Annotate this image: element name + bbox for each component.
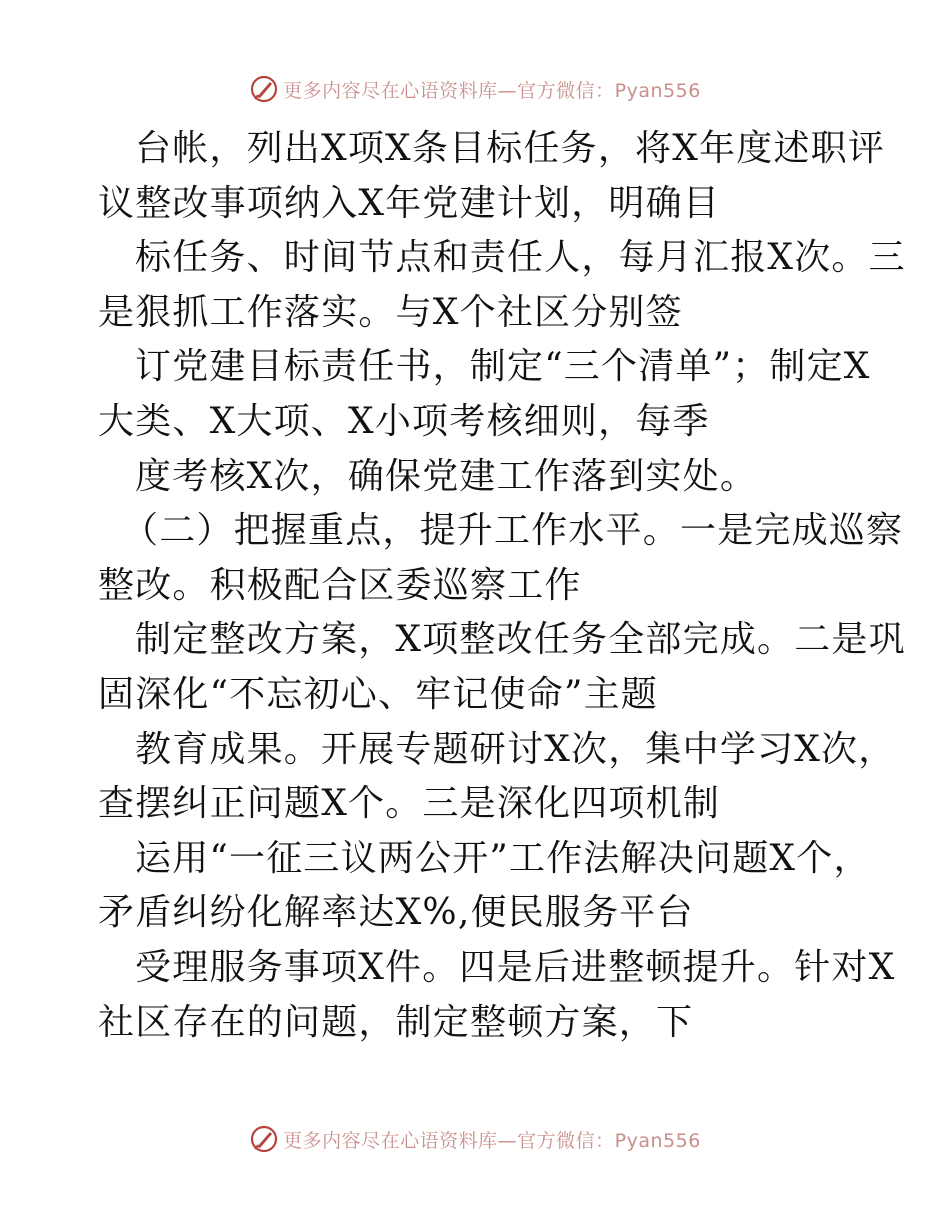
- quill-pen-logo-icon: [249, 74, 279, 104]
- section-heading-line: （二）把握重点，提升工作水平。一是完成巡察: [122, 510, 904, 552]
- text-line: 制定整改方案，X项整改任务全部完成。二是巩: [135, 619, 906, 661]
- quill-pen-logo-icon: [249, 1124, 279, 1154]
- text-line: 是狠抓工作落实。与X个社区分别签: [98, 291, 683, 333]
- text-line: 台帐，列出X项X条目标任务，将X年度述职评: [135, 128, 886, 169]
- footer-watermark: [0, 1122, 950, 1156]
- text-line: 议整改事项纳入X年党建计划，明确目: [98, 182, 721, 224]
- text-line: 固深化“不忘初心、牢记使命”主题: [98, 673, 659, 715]
- text-line: 受理服务事项X件。四是后进整顿提升。针对X: [135, 946, 896, 988]
- header-watermark: [0, 72, 950, 106]
- text-line: 社区存在的问题，制定整顿方案，下: [98, 1001, 694, 1043]
- text-line: 矛盾纠纷化解率达X%,便民服务平台: [98, 892, 694, 934]
- text-line: 标任务、时间节点和责任人，每月汇报X次。三: [135, 237, 906, 279]
- document-body: [98, 122, 906, 1050]
- text-line: 整改。积极配合区委巡察工作: [98, 564, 582, 606]
- text-line: 大类、X大项、X小项考核细则，每季: [98, 400, 710, 442]
- text-line: 查摆纠正问题X个。三是深化四项机制: [98, 783, 721, 825]
- text-line: 运用“一征三议两公开”工作法解决问题X个，: [135, 837, 871, 879]
- watermark-text: 更多内容尽在心语资料库—官方微信：Pyan556: [283, 1129, 701, 1152]
- watermark-text: 更多内容尽在心语资料库—官方微信：Pyan556: [283, 79, 701, 102]
- text-line: 度考核X次，确保党建工作落到实处。: [135, 455, 758, 497]
- text-line: 教育成果。开展专题研讨X次，集中学习X次，: [135, 728, 896, 770]
- text-line: 订党建目标责任书，制定“三个清单”；制定X: [135, 346, 871, 388]
